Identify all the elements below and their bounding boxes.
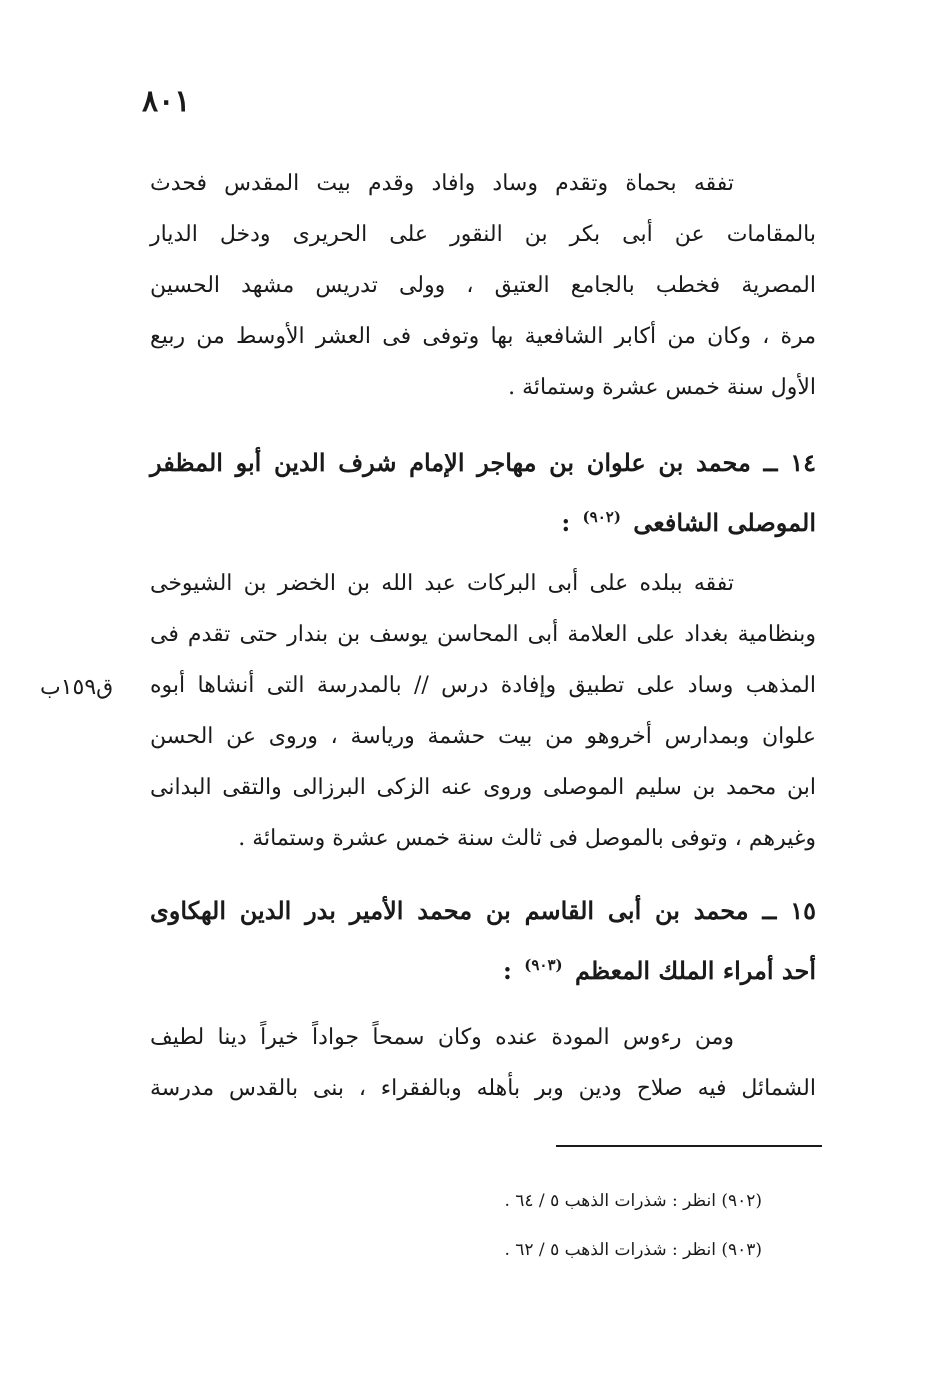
text-line: تفقه بحماة وتقدم وساد وافاد وقدم بيت المقدس فحدث	[150, 171, 734, 196]
heading-text: أحد أمراء الملك المعظم	[574, 956, 816, 985]
folio-margin-note: ق١٥٩ب	[40, 675, 114, 700]
page-number: ٨٠١	[142, 84, 191, 119]
heading-line: ١٥ ــ محمد بن أبى القاسم بن محمد الأمير بدر الدين الهكاوى	[150, 896, 816, 925]
heading-colon: :	[561, 508, 571, 537]
entry-15-heading	[150, 884, 816, 998]
footnote-reference[interactable]: (٩٠٢)	[582, 508, 621, 526]
text-line: وبنظامية بغداد على العلامة أبى المحاسن يوسف بن بندار حتى تقدم فى	[150, 622, 816, 647]
heading-text: الموصلى الشافعى	[633, 508, 816, 537]
text-line: مرة ، وكان من أكابر الشافعية بها وتوفى فى العشر الأوسط من ربيع	[150, 324, 816, 349]
text-line: علوان وبمدارس أخروهو من بيت حشمة ورياسة ، وروى عن الحسن	[150, 724, 816, 749]
paragraph-2	[150, 558, 816, 864]
footnote-903: (٩٠٣) انظر : شذرات الذهب ٥ / ٦٢ .	[504, 1240, 762, 1260]
text-line: المذهب وساد على تطبيق وإفادة درس // بالمدرسة التى أنشاها أبوه	[150, 673, 816, 698]
footnote-902: (٩٠٢) انظر : شذرات الذهب ٥ / ٦٤ .	[504, 1191, 762, 1211]
text-line: ابن محمد بن سليم الموصلى وروى عنه الزكى البرزالى والتقى البدانى	[150, 775, 816, 800]
footnote-reference[interactable]: (٩٠٣)	[524, 956, 563, 974]
footnote-separator	[556, 1145, 822, 1147]
text-line: وغيرهم ، وتوفى بالموصل فى ثالث سنة خمس عشرة وستمائة .	[238, 826, 816, 851]
paragraph-1	[150, 158, 816, 413]
text-line: المصرية فخطب بالجامع العتيق ، وولى تدريس مشهد الحسين	[150, 273, 816, 298]
text-line: الأول سنة خمس عشرة وستمائة .	[508, 375, 816, 400]
text-line: ومن رءوس المودة عنده وكان سمحاً جواداً خيراً دينا لطيف	[150, 1025, 734, 1050]
text-line: تفقه ببلده على أبى البركات عبد الله بن الخضر بن الشيوخى	[150, 571, 734, 596]
heading-line: ١٤ ــ محمد بن علوان بن مهاجر الإمام شرف الدين أبو المظفر	[150, 448, 816, 477]
heading-line	[150, 938, 816, 998]
entry-14-heading	[150, 436, 816, 550]
text-line: بالمقامات عن أبى بكر بن النقور على الحريرى ودخل الديار	[150, 222, 816, 247]
heading-colon: :	[503, 956, 512, 985]
text-line: الشمائل فيه صلاح ودين وبر بأهله وبالفقراء ، بنى بالقدس مدرسة	[150, 1076, 816, 1101]
paragraph-3	[150, 1012, 816, 1114]
heading-line	[150, 490, 816, 550]
